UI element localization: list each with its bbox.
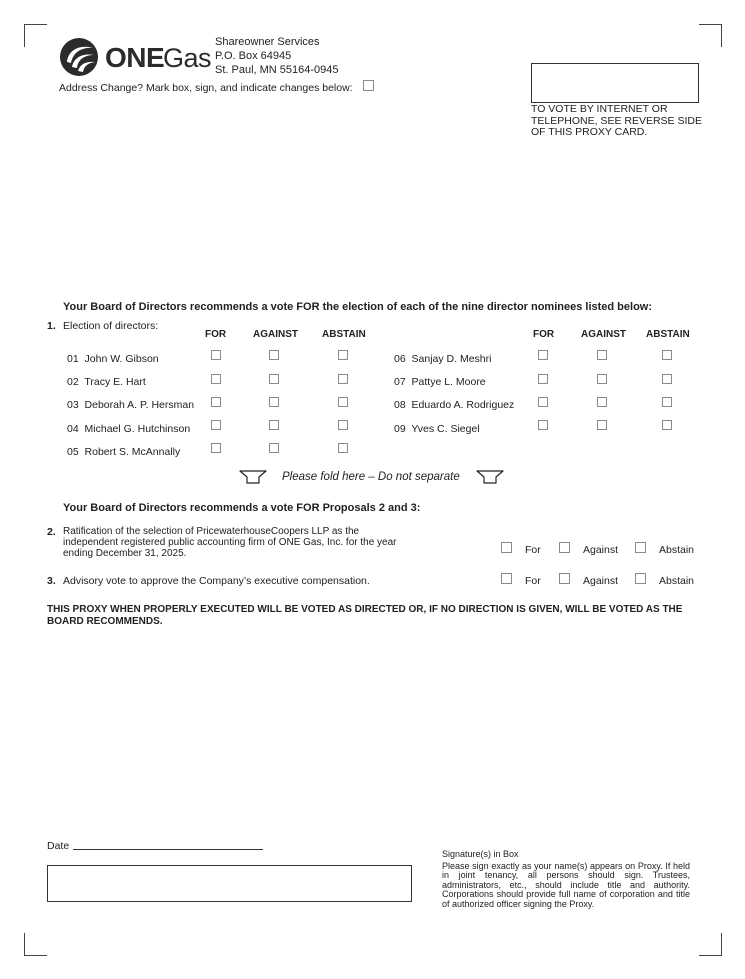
mailing-address	[215, 35, 339, 77]
nominee-05-against-checkbox[interactable]	[269, 443, 279, 453]
nominee-name: Sanjay D. Meshri	[411, 353, 492, 365]
nominee-09-for-checkbox[interactable]	[538, 420, 548, 430]
corner-mark-bottom-left	[24, 933, 47, 956]
nominee-name: John W. Gibson	[84, 353, 159, 365]
proposal-3-abstain-checkbox[interactable]	[635, 573, 646, 584]
nominee-07-for-checkbox[interactable]	[538, 374, 548, 384]
fold-arrow-left-icon	[239, 470, 267, 484]
nominee-number: 08	[394, 399, 406, 411]
logo-text-gas: Gas	[163, 43, 212, 73]
column-for-left: FOR	[205, 329, 227, 340]
proposal-3-for-label: For	[525, 575, 541, 587]
directors-recommendation: Your Board of Directors recommends a vote FOR the election of each of the nine director nominees listed below:	[63, 301, 653, 313]
nominee-row	[394, 423, 480, 435]
nominee-number: 06	[394, 353, 406, 365]
signature-box[interactable]	[47, 865, 412, 902]
nominee-02-against-checkbox[interactable]	[269, 374, 279, 384]
nominee-07-abstain-checkbox[interactable]	[662, 374, 672, 384]
proposal-2-abstain-label: Abstain	[659, 544, 695, 556]
nominee-name: Deborah A. P. Hersman	[84, 399, 195, 411]
nominee-name: Michael G. Hutchinson	[84, 423, 191, 435]
address-line: Shareowner Services	[215, 36, 320, 48]
vote-instructions	[531, 104, 702, 139]
proposal-2-against-checkbox[interactable]	[559, 542, 570, 553]
nominee-06-abstain-checkbox[interactable]	[662, 350, 672, 360]
nominee-04-against-checkbox[interactable]	[269, 420, 279, 430]
nominee-09-abstain-checkbox[interactable]	[662, 420, 672, 430]
fold-instruction: Please fold here – Do not separate	[282, 471, 460, 483]
address-change-checkbox[interactable]	[363, 80, 374, 91]
nominee-row	[394, 376, 486, 388]
proposal-2-for-label: For	[525, 544, 541, 556]
flame-logo-icon	[58, 36, 100, 78]
nominee-number: 09	[394, 423, 406, 435]
control-number-box	[531, 63, 699, 103]
nominee-06-for-checkbox[interactable]	[538, 350, 548, 360]
date-line[interactable]	[73, 849, 263, 850]
proxy-statement-line: BOARD RECOMMENDS.	[47, 616, 163, 627]
nominee-name: Tracy E. Hart	[84, 376, 146, 388]
column-abstain-right: ABSTAIN	[646, 329, 690, 340]
date-label: Date	[47, 840, 70, 852]
corner-mark-bottom-right	[699, 933, 722, 956]
vote-note-line: OF THIS PROXY CARD.	[531, 126, 648, 138]
nominee-number: 03	[67, 399, 79, 411]
nominee-08-for-checkbox[interactable]	[538, 397, 548, 407]
proposal-3-text: Advisory vote to approve the Company’s executive compensation.	[63, 575, 370, 587]
proposal-2-line: independent registered public accounting firm of ONE Gas, Inc. for the year	[63, 537, 397, 549]
nominee-number: 05	[67, 446, 79, 458]
nominee-03-for-checkbox[interactable]	[211, 397, 221, 407]
item-number-1: 1.	[47, 320, 56, 332]
company-logo	[58, 36, 212, 78]
column-against-right: AGAINST	[581, 329, 626, 340]
nominee-name: Robert S. McAnnally	[84, 446, 181, 458]
election-label: Election of directors:	[63, 320, 159, 332]
nominee-01-abstain-checkbox[interactable]	[338, 350, 348, 360]
nominee-number: 02	[67, 376, 79, 388]
nominee-02-for-checkbox[interactable]	[211, 374, 221, 384]
column-against-left: AGAINST	[253, 329, 298, 340]
nominee-number: 07	[394, 376, 406, 388]
nominee-row	[67, 376, 146, 388]
nominee-number: 01	[67, 353, 79, 365]
nominee-name: Yves C. Siegel	[411, 423, 480, 435]
nominee-01-for-checkbox[interactable]	[211, 350, 221, 360]
proxy-statement	[47, 604, 682, 628]
nominee-04-abstain-checkbox[interactable]	[338, 420, 348, 430]
address-line: P.O. Box 64945	[215, 50, 292, 62]
nominee-04-for-checkbox[interactable]	[211, 420, 221, 430]
nominee-number: 04	[67, 423, 79, 435]
proposal-3-for-checkbox[interactable]	[501, 573, 512, 584]
proposal-3-abstain-label: Abstain	[659, 575, 695, 587]
nominee-name: Eduardo A. Rodriguez	[411, 399, 515, 411]
corner-mark-top-right	[699, 24, 722, 47]
address-line: St. Paul, MN 55164-0945	[215, 64, 339, 76]
nominee-row	[67, 446, 180, 458]
item-number-2: 2.	[47, 526, 56, 538]
nominee-row	[67, 423, 190, 435]
proposal-2-line: Ratification of the selection of PricewaterhouseCoopers LLP as the	[63, 526, 360, 537]
signature-title: Signature(s) in Box	[442, 849, 519, 859]
nominee-05-abstain-checkbox[interactable]	[338, 443, 348, 453]
nominee-03-abstain-checkbox[interactable]	[338, 397, 348, 407]
signature-instructions: Please sign exactly as your name(s) appears on Proxy. If held in joint tenancy, all persons should sign. Trustees, administrators, etc., should include title and authority. Corporations should provide full name of corporation and title of authorized officer signing the Proxy.	[442, 861, 690, 909]
nominee-08-against-checkbox[interactable]	[597, 397, 607, 407]
nominee-row	[394, 353, 491, 365]
vote-note-line: TELEPHONE, SEE REVERSE SIDE	[531, 114, 702, 127]
proposal-3-against-label: Against	[583, 575, 619, 587]
fold-arrow-right-icon	[476, 470, 504, 484]
nominee-01-against-checkbox[interactable]	[269, 350, 279, 360]
nominee-03-against-checkbox[interactable]	[269, 397, 279, 407]
nominee-05-for-checkbox[interactable]	[211, 443, 221, 453]
nominee-02-abstain-checkbox[interactable]	[338, 374, 348, 384]
corner-mark-top-left	[24, 24, 47, 47]
proposal-2-abstain-checkbox[interactable]	[635, 542, 646, 553]
nominee-08-abstain-checkbox[interactable]	[662, 397, 672, 407]
proposal-2-against-label: Against	[583, 544, 619, 556]
nominee-06-against-checkbox[interactable]	[597, 350, 607, 360]
column-abstain-left: ABSTAIN	[322, 329, 366, 340]
proposal-2-line: ending December 31, 2025.	[63, 548, 187, 560]
logo-text-one: ONE	[105, 42, 165, 73]
nominee-07-against-checkbox[interactable]	[597, 374, 607, 384]
proposals-recommendation: Your Board of Directors recommends a vote FOR Proposals 2 and 3:	[63, 502, 421, 514]
column-for-right: FOR	[533, 329, 555, 340]
proxy-statement-line: THIS PROXY WHEN PROPERLY EXECUTED WILL BE VOTED AS DIRECTED OR, IF NO DIRECTION IS GIVEN, WILL BE VOTED AS THE	[47, 604, 683, 615]
proposal-2-text	[63, 526, 397, 560]
nominee-row	[394, 399, 514, 411]
nominee-row	[67, 399, 194, 411]
nominee-name: Pattye L. Moore	[411, 376, 486, 388]
address-change-label: Address Change? Mark box, sign, and indicate changes below:	[59, 82, 353, 94]
proposal-2-for-checkbox[interactable]	[501, 542, 512, 553]
nominee-09-against-checkbox[interactable]	[597, 420, 607, 430]
nominee-row	[67, 353, 159, 365]
vote-note-line: TO VOTE BY INTERNET OR	[531, 103, 668, 115]
proposal-3-against-checkbox[interactable]	[559, 573, 570, 584]
item-number-3: 3.	[47, 575, 56, 587]
